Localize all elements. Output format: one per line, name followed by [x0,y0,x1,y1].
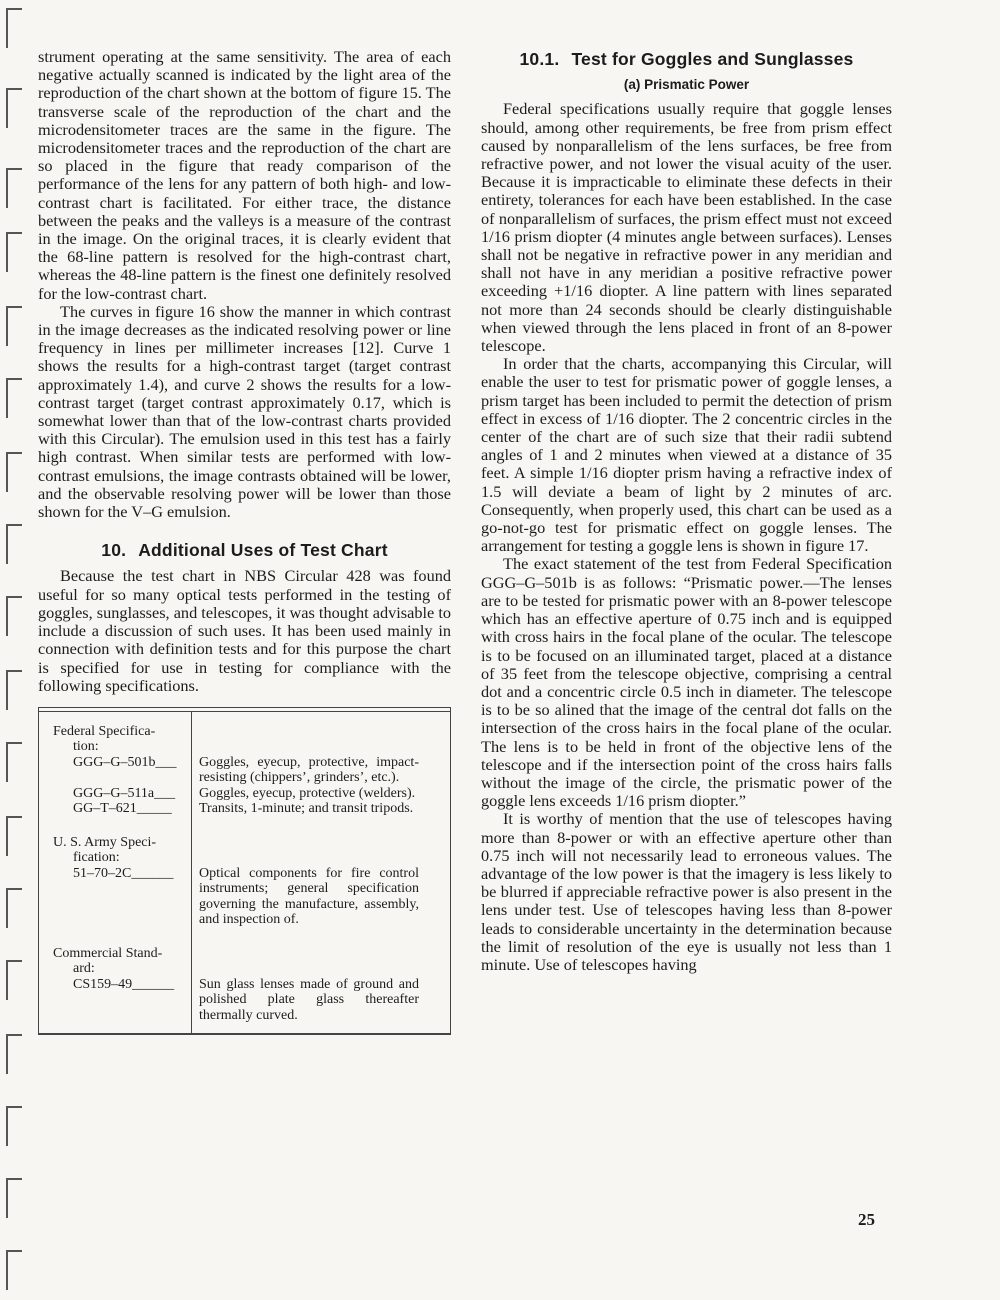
spec-row [39,755,450,786]
spec-description: Transits, 1-minute; and transit tripods. [199,801,414,817]
spec-row [39,786,450,802]
section-10-1-number: 10.1. [519,49,560,69]
spec-group-title: U. S. Army Speci- fication: [53,834,157,866]
section-10-1-heading [481,50,892,68]
section-10-1-title: Test for Goggles and Sunglasses [571,49,854,69]
spec-code: CS159–49______ [73,976,175,992]
left-paragraph-2: The curves in figure 16 show the manner in which contrast in the image decreases as the indicated resolving power or line frequency in lines per millimeter increases [12]. Curve 1 shows the results for a high-contrast target (target contrast approximately 1.4), and curve 2 shows the results for a low-contrast target (target contrast approximately 0.17, which is somewhat lower than that of the low-contrast charts provided with this Circular). The emulsion used in this test has a fairly high contrast. When similar tests are performed with low-contrast emulsions, the image contrasts obtained will be lower, and the observable resolving power will be lower than those shown for the V–G emulsion. [38,301,451,522]
spec-description: Optical components for fire control instruments; general specification governing the manufacture, assembly, and inspection of. [199,865,419,928]
spec-code: 51–70–2C______ [73,865,174,881]
spec-code: GG–T–621_____ [73,801,172,817]
spec-code: GGG–G–501b___ [73,754,177,770]
spec-row [39,977,450,1024]
section-10-title: Additional Uses of Test Chart [138,540,388,561]
spec-group-title: Commercial Stand- ard: [53,945,163,977]
section-10-number: 10. [101,540,127,561]
spec-group-title: Federal Specifica- tion: [53,723,156,755]
spec-description: Sun glass lenses made of ground and polished plate glass thereafter thermally curved. [199,976,419,1023]
left-paragraph-1: strument operating at the same sensitivity. The area of each negative actually scanned is indicated by the light area of the reproduction of the chart shown at the bottom of figure 15. The transverse scale of the reproduction of the chart and the microdensitometer traces are the same in the figure. The microdensitometer traces and the reproduction of the chart are so placed in the figure that ready comparison of the performance of the lens for any pattern of both high- and low-contrast chart is facilitated. For either trace, the distance between the peaks and the valleys is a measure of the contrast in the image. On the original traces, it is clearly evident that the 68-line pattern is resolved for the high-contrast chart, whereas the 48-line pattern is the finest one definitely resolved for the low-contrast chart. [38,47,451,303]
spec-group-army [39,835,450,928]
right-column [481,48,892,974]
page-number: 25 [858,1210,875,1229]
spec-group-commercial [39,946,450,1024]
section-10-heading [38,541,451,559]
right-paragraph-2: In order that the charts, accompanying this Circular, will enable the user to test for prismatic power of goggle lenses, a prism target has been included to permit the detection of prism effect in excess of 1/16 diopter. The 2 concentric circles in the center of the chart are of such size that their radii subtend angles of 1 and 2 minutes when viewed at a distance of 35 feet. A simple 1/16 diopter prism having a refractive index of 1.5 will deviate a beam of light by 2 minutes of arc. Consequently, when properly used, this chart can be used as a go-not-go test for prismatic effect on goggle lenses. The arrangement for testing a goggle lens is shown in figure 17. [481,354,892,556]
spec-row [39,866,450,928]
right-paragraph-3: The exact statement of the test from Federal Specification GGG–G–501b is as follows: “Prismatic power.—The lenses are to be tested for prismatic power with an 8-power telescope which has an effective aperture of 0.75 inch and is equipped with cross hairs in the focal plane of the ocular. The telescope is to be focused on an illuminated target, placed at a distance of 35 feet from the telescope objective, comprising a central dot and a concentric circle 0.5 inch in diameter. The telescope is to be so alined that the image of the central dot falls on the intersection of the cross hairs in the focal plane of the ocular. The lens is to be held in front of the objective lens of the telescope and if the intersection point of the cross hairs falls without the image of the circle, the prismatic power of the goggle lens exceeds 1/16 prism diopter.” [481,554,892,811]
right-paragraph-4: It is worthy of mention that the use of telescopes having more than 8-power or with an effective aperture other than 0.75 inch will not necessarily lead to erroneous values. The advantage of the low power is that the imagery is less likely to be blurred if appreciable refractive power is also present in the lens under test. Use of telescopes having less than 8-power leads to considerable uncertainty in the determination because the limit of resolution of the eye is usually not less than 1 minute. Use of telescopes having [481,809,892,974]
specification-table [38,707,451,1036]
binder-marks [0,0,30,1300]
spec-description: Goggles, eyecup, protective (welders). [199,785,416,801]
spec-group-federal [39,724,450,817]
subsection-a-heading: (a) Prismatic Power [623,77,750,93]
spec-row [39,801,450,817]
left-paragraph-3: Because the test chart in NBS Circular 428 was found useful for so many optical tests performed in the testing of goggles, sunglasses, and telescopes, it was thought advisable to include a discussion of such uses. It has been used mainly in connection with definition tests and for this purpose the chart is specified for use in testing for compliance with the following specifications. [38,566,451,695]
right-paragraph-1: Federal specifications usually require that goggle lenses should, among other requirements, be free from prism effect caused by nonparallelism of the lens surfaces, be free from refractive power, and not lower the visual acuity of the user. Because it is impracticable to eliminate these defects in their entirety, tolerances for each have been established. In the case of nonparallelism of surfaces, the prism effect must not exceed 1/16 prism diopter (4 minutes angle between surfaces). Lenses shall not be negative in refractive power in any meridian and shall not have in any meridian a positive refractive power exceeding +1/16 diopter. A line pattern with lines separated not more than 24 seconds should be clearly distinguishable when viewed through the lens placed in front of an 8-power telescope. [481,99,892,356]
spec-description: Goggles, eyecup, protective, impact-resisting (chippers’, grinders’, etc.). [199,754,419,786]
spec-code: GGG–G–511a___ [73,785,176,801]
left-column [38,48,451,1035]
